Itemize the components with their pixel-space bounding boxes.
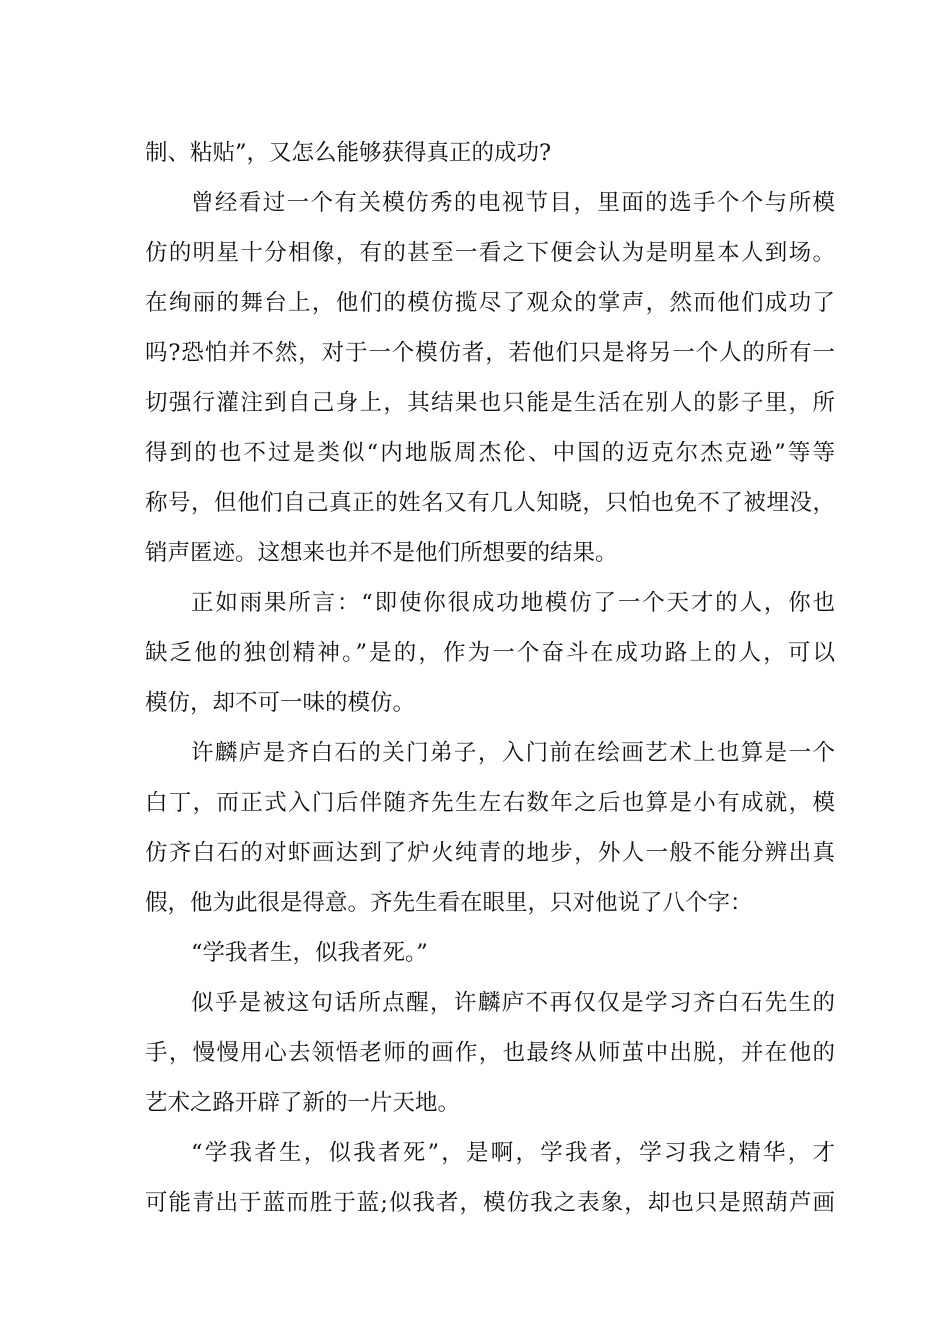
text-line: 得到的也不过是类似“内地版周杰伦、中国的迈克尔杰克逊”等等 bbox=[145, 440, 835, 466]
document-body-text bbox=[145, 128, 835, 1228]
text-line: 模仿，却不可一味的模仿。 bbox=[145, 690, 416, 716]
text-line: 在绚丽的舞台上，他们的模仿揽尽了观众的掌声，然而他们成功了 bbox=[145, 290, 835, 316]
text-line: 销声匿迹。这想来也并不是他们所想要的结果。 bbox=[145, 540, 618, 566]
text-line: 似乎是被这句话所点醒，许麟庐不再仅仅是学习齐白石先生的 bbox=[191, 990, 835, 1016]
text-line: 曾经看过一个有关模仿秀的电视节目，里面的选手个个与所模 bbox=[191, 190, 835, 216]
text-line: 假，他为此很是得意。齐先生看在眼里，只对他说了八个字： bbox=[145, 890, 753, 916]
text-line: 许麟庐是齐白石的关门弟子，入门前在绘画艺术上也算是一个 bbox=[191, 740, 835, 766]
text-line: 正如雨果所言：“即使你很成功地模仿了一个天才的人，你也 bbox=[191, 590, 835, 616]
text-line: 白丁，而正式入门后伴随齐先生左右数年之后也算是小有成就，模 bbox=[145, 790, 835, 816]
text-line: 制、粘贴”，又怎么能够获得真正的成功? bbox=[145, 140, 552, 166]
text-line: 仿的明星十分相像，有的甚至一看之下便会认为是明星本人到场。 bbox=[145, 240, 835, 266]
text-line: 切强行灌注到自己身上，其结果也只能是生活在别人的影子里，所 bbox=[145, 390, 835, 416]
text-line: 吗?恐怕并不然，对于一个模仿者，若他们只是将另一个人的所有一 bbox=[145, 340, 835, 366]
text-line: 艺术之路开辟了新的一片天地。 bbox=[145, 1090, 461, 1116]
text-line: 可能青出于蓝而胜于蓝;似我者，模仿我之表象，却也只是照葫芦画 bbox=[145, 1190, 835, 1216]
text-line: “学我者生，似我者死。” bbox=[191, 940, 428, 966]
text-line: 称号，但他们自己真正的姓名又有几人知晓，只怕也免不了被埋没， bbox=[145, 490, 835, 516]
text-line: 手，慢慢用心去领悟老师的画作，也最终从师茧中出脱，并在他的 bbox=[145, 1040, 835, 1066]
text-line: 缺乏他的独创精神。”是的，作为一个奋斗在成功路上的人，可以 bbox=[145, 640, 835, 666]
text-line: “学我者生，似我者死”，是啊，学我者，学习我之精华，才 bbox=[191, 1140, 835, 1166]
text-line: 仿齐白石的对虾画达到了炉火纯青的地步，外人一般不能分辨出真 bbox=[145, 840, 835, 866]
